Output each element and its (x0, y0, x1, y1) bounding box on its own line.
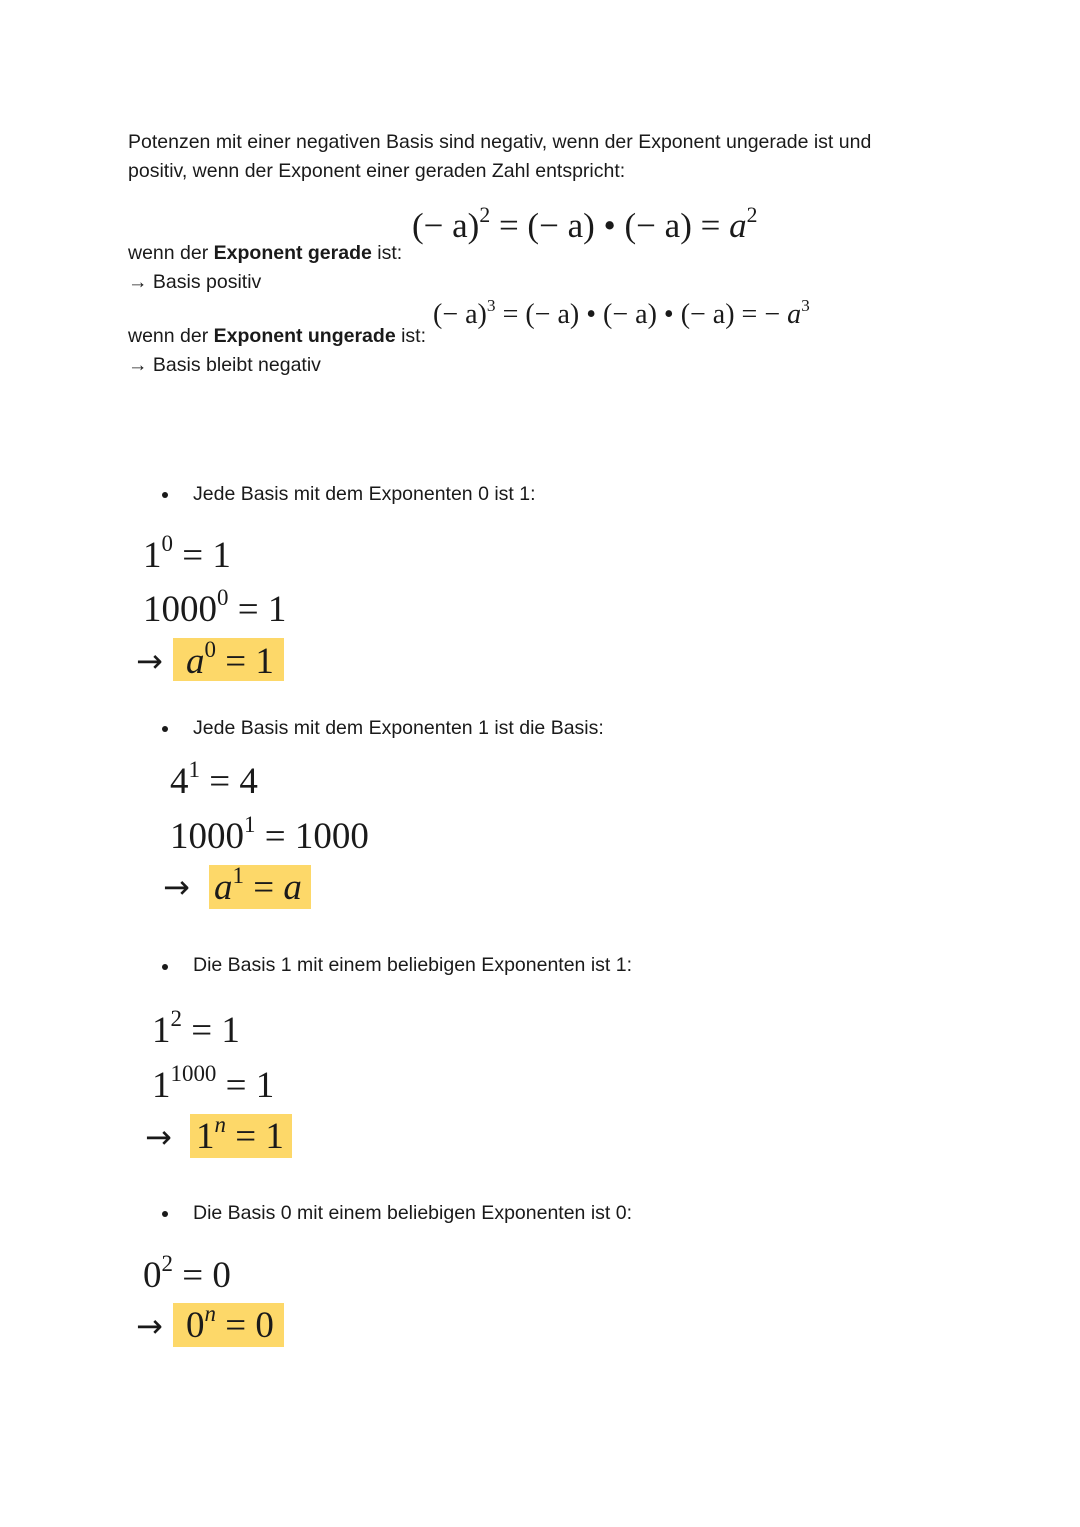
rule-3-general: $1^n = 1$ (196, 1111, 284, 1157)
even-exponent-formula: (− a)$^2$ = (− a) • (− $a) = a^2$ (412, 202, 758, 245)
odd-exponent-result: → Basis bleibt negativ (128, 354, 321, 376)
intro-line-1: Potenzen mit einer negativen Basis sind negativ, wenn der Exponent ungerade ist und (128, 131, 872, 153)
rule-4-text: Die Basis 0 mit einem beliebigen Exponenten ist 0: (193, 1202, 632, 1224)
rule-1-example-2: $1000^0 = 1$ (143, 584, 287, 630)
bullet (162, 726, 168, 732)
rule-1-example-1: $1^0 = 1$ (143, 530, 231, 576)
arrow-icon: → (163, 868, 190, 906)
rule-1-general: $a^0 = 1$ (186, 636, 274, 682)
rule-2-general: $a^1 = a$ (214, 862, 302, 908)
rule-2-text: Jede Basis mit dem Exponenten 1 ist die Basis: (193, 717, 604, 739)
rule-4-example-1: $0^2 = 0$ (143, 1250, 231, 1296)
rule-4-general: $0^n = 0$ (186, 1300, 274, 1346)
rule-3-example-1: $1^2 = 1$ (152, 1005, 240, 1051)
bullet (162, 964, 168, 970)
odd-exponent-formula: (− a)$^3$ = (− a) • (− a) • (− a) = − $a^3$ (433, 295, 810, 330)
intro-line-2: positiv, wenn der Exponent einer geraden Zahl entspricht: (128, 160, 626, 182)
even-exponent-result: → Basis positiv (128, 271, 262, 293)
rule-2-example-1: $4^1 = 4$ (170, 756, 258, 802)
bullet (162, 492, 168, 498)
arrow-icon: → (136, 1307, 163, 1345)
odd-exponent-label: wenn der Exponent ungerade ist: (128, 325, 427, 347)
rule-2-example-2: $1000^1 = 1000$ (170, 811, 369, 857)
arrow-icon: → (145, 1118, 172, 1156)
arrow-icon: → (136, 642, 163, 680)
rule-1-text: Jede Basis mit dem Exponenten 0 ist 1: (193, 483, 536, 505)
rule-3-example-2: $1^{1000} = 1$ (152, 1060, 275, 1106)
rule-3-text: Die Basis 1 mit einem beliebigen Exponenten ist 1: (193, 954, 632, 976)
bullet (162, 1211, 168, 1217)
even-exponent-label: wenn der Exponent gerade ist: (128, 242, 403, 264)
